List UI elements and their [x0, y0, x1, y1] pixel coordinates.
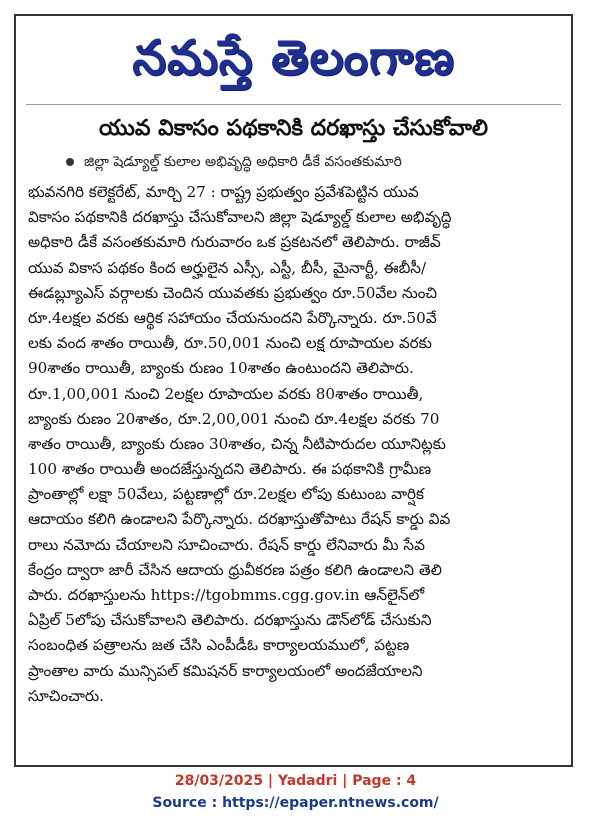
byline-text: జిల్లా షెడ్యూల్డ్ కులాల అభివృద్ధి అధికారి డీకే వసంతకుమారి	[84, 154, 402, 170]
article-line: ప్రాంతాల్లో లక్షా 50వేలు, పట్టణాల్లో రూ.2లక్షల లోపు కుటుంబ వార్షిక	[28, 485, 424, 504]
article-line: బ్యాంకు రుణం 20శాతం, రూ.2,00,001 నుంచి రూ.4లక్షల వరకు 70	[28, 409, 440, 428]
article-line: శాతం రాయితీ, బ్యాంకు రుణం 30శాతం, చిన్న నీటిపారుదల యూనిట్లకు	[28, 434, 446, 453]
article-line: భువనగిరి కలెక్టరేట్, మార్చి 27 : రాష్ట్ర ప్రభుత్వం ప్రవేశపెట్టిన యువ	[28, 183, 419, 201]
article-line: 90శాతం రాయితీ, బ్యాంకు రుణం 10శాతం ఉంటుందని తెలిపారు.	[28, 359, 414, 378]
footer-dateline: 28/03/2025 | Yadadri | Page : 4	[174, 773, 417, 789]
article-line: ఆదాయం కలిగి ఉండాలని పేర్కొన్నారు. దరఖాస్తుతోపాటు రేషన్ కార్డు వివ	[28, 510, 451, 529]
article-line: ప్రాంతాల వారు మున్సిపల్ కమిషనర్ కార్యాలయంలో అందజేయాలని	[28, 661, 423, 680]
footer-source: Source : https://epaper.ntnews.com/	[152, 795, 439, 811]
article-line: పారు. దరఖాస్తులను https://tgobmms.cgg.gov.in ఆన్‌లైన్‌లో	[28, 586, 425, 604]
article-line: సంబంధిత పత్రాలను జత చేసి ఎంపీడీఓ కార్యాలయములో, పట్టణ	[28, 636, 410, 655]
divider	[26, 104, 561, 105]
article-line: 100 శాతం రాయితీ అందజేస్తున్నదని తెలిపారు. ఈ పథకానికి గ్రామీణ	[28, 460, 432, 479]
article-body	[28, 180, 559, 709]
bullet-icon	[66, 158, 74, 166]
article-line: సూచించారు.	[28, 686, 104, 705]
article-line: రాలు నమోదు చేయాలని సూచించారు. రేషన్ కార్డు లేనివారు మీ సేవ	[28, 535, 425, 554]
article-line: ఏప్రిల్ 5లోపు చేసుకోవాలని తెలిపారు. దరఖాస్తును డౌన్‌లోడ్ చేసుకుని	[28, 611, 432, 630]
article-line: వికాసం పథకానికి దరఖాస్తు చేసుకోవాలని జిల్లా షెడ్యూల్డ్ కులాల అభివృద్ధి	[28, 208, 452, 227]
article-byline	[66, 152, 551, 172]
article-line: కేంద్రం ద్వారా జారీ చేసిన ఆదాయ ధ్రువీకరణ పత్రం కలిగి ఉండాలని తెలి	[28, 560, 442, 579]
article-line: ఈడబ్ల్యూఎస్ వర్గాలకు చెందిన యువతకు ప్రభుత్వం రూ.50వేల నుంచి	[28, 283, 438, 302]
newspaper-clipping	[14, 14, 573, 767]
article-headline: యువ వికాసం పథకానికి దరఖాస్తు చేసుకోవాలి	[98, 116, 489, 141]
article-line: రూ.1,00,001 నుంచి 2లక్షల రూపాయల వరకు 80శాతం రాయితీ,	[28, 384, 424, 403]
article-line: రూ.4లక్షల వరకు ఆర్థిక సహాయం చేయనుందని పేర్కొన్నారు. రూ.50వే	[28, 308, 437, 327]
masthead-title: నమస్తే తెలంగాణ	[132, 30, 455, 86]
footer	[0, 770, 591, 814]
article-line: అధికారి డీకే వసంతకుమారి గురువారం ఒక ప్రకటనలో తెలిపారు. రాజీవ్	[28, 233, 441, 252]
article-line: లకు వంద శాతం రాయితీ, రూ.50,001 నుంచి లక్ష రూపాయల వరకు	[28, 334, 432, 353]
article-line: యువ వికాస పథకం కింద అర్హులైన ఎస్సీ, ఎస్టీ, బీసీ, మైనార్టీ, ఈబీసీ/	[28, 258, 427, 277]
